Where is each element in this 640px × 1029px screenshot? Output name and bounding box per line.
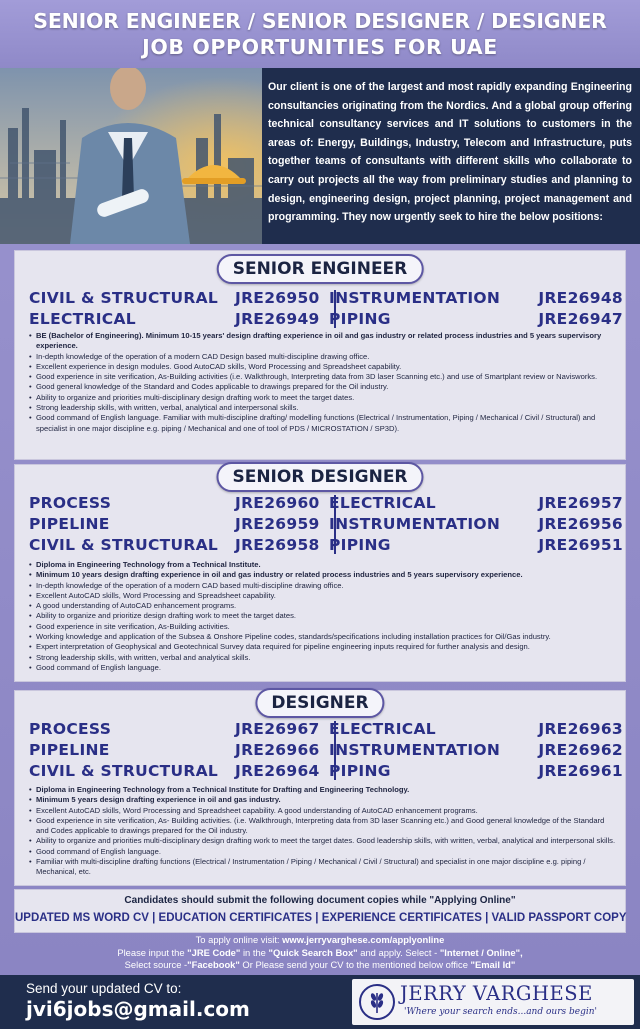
designer-panel	[14, 690, 626, 886]
senior-engineer-panel	[14, 250, 626, 460]
requirement-item: • Good command of English language. Familiar with multi-discipline drafting/ modelling functions (Electrical / Instrumentation, Piping / Mechanical / Civil / Structural) and specialist in one major discipline e.g. piping / Mechanical and one of tool of PDS / MICROSTATION / SP3D).	[29, 413, 619, 434]
job-title: ELECTRICAL	[329, 720, 436, 738]
candidates-instruction: Candidates should submit the following document copies while "Applying Online"	[124, 895, 516, 906]
requirement-item: • Familiar with multi-discipline drafting functions (Electrical / Instrumentation / Piping / Mechanical / Civil / Structural) and specialist in one major discipline e.g. piping / Mechanical, etc.	[29, 857, 619, 878]
contact-email-link[interactable]: jvi6jobs@gmail.com	[26, 997, 250, 1021]
intro-paragraph: Our client is one of the largest and most rapidly expanding Engineering consultancies originating from the Nordics. And a global group offering technical consultancy services and IT solutions to customers in the areas of: Energy, Buildings, Industry, Telecom and Infrastructure, puts together teams of consultants with different skills who collaborate to carry out projects all the way from preliminary studies and planning to design, engineering design, project planning, project management and programming. They now urgently seek to hire the below positions:	[268, 81, 632, 224]
job-code: JRE26947	[538, 310, 623, 328]
requirement-item: • Minimum 5 years design drafting experience in oil and gas industry.	[29, 795, 619, 805]
job-code: JRE26959	[235, 515, 320, 533]
senior-engineer-requirements	[29, 331, 619, 434]
job-code: JRE26962	[538, 741, 623, 759]
requirement-item: • Excellent AutoCAD skills, Word Processing and Spreadsheet capability.	[29, 591, 619, 601]
instruction-text: Or Please send your CV to the mentioned below office	[239, 959, 471, 970]
job-row	[29, 740, 623, 761]
instruction-text: and apply. Select -	[357, 946, 440, 958]
job-code: JRE26957	[538, 494, 623, 512]
job-row	[29, 493, 623, 514]
instruction-emphasis: "Email Id"	[470, 959, 516, 970]
requirement-item: • In-depth knowledge of the operation of a modern CAD Design based multi-discipline drawing office.	[29, 352, 619, 362]
send-cv-label: Send your updated CV to:	[26, 981, 182, 996]
job-code: JRE26950	[235, 289, 320, 307]
job-title: PIPELINE	[29, 741, 110, 759]
senior-designer-title: SENIOR DESIGNER	[216, 462, 423, 492]
senior-designer-panel	[14, 464, 626, 682]
instruction-emphasis: "JRE Code"	[187, 946, 241, 958]
requirement-item: • Ability to organize and priorities multi-disciplinary design drafting work to meet the target dates. Good leadership skills, with written, verbal, analytical and interpersonal skills.	[29, 836, 619, 846]
instruction-emphasis: "Internet / Online",	[439, 946, 523, 958]
requirement-item: • Good command of English language.	[29, 663, 619, 673]
job-title: ELECTRICAL	[329, 494, 436, 512]
instruction-line	[0, 947, 640, 960]
job-title: CIVIL & STRUCTURAL	[29, 536, 219, 554]
instruction-line	[0, 959, 640, 972]
instruction-emphasis: "Facebook"	[187, 959, 240, 970]
job-title: PIPELINE	[29, 515, 110, 533]
apply-url-link[interactable]: www.jerryvarghese.com/applyonline	[282, 934, 445, 945]
job-title: INSTRUMENTATION	[329, 289, 501, 307]
requirement-item: • In-depth knowledge of the operation of a modern CAD based multi-discipline drawing office.	[29, 581, 619, 591]
apply-online-instructions	[0, 934, 640, 972]
job-code: JRE26948	[538, 289, 623, 307]
job-row	[29, 535, 623, 556]
job-title: ELECTRICAL	[29, 310, 136, 328]
job-row	[29, 288, 623, 309]
job-code: JRE26958	[235, 536, 320, 554]
instruction-text: in the	[240, 946, 269, 958]
requirement-item: • Good experience in site verification, As-Building activities (i.e. Walkthrough, Interpreting data from 3D laser Scanning etc.) and use of Smartplant review or Navisworks.	[29, 372, 619, 382]
requirement-item: • Good experience in site verification, As-Building activities.	[29, 622, 619, 632]
requirement-item: • Diploma in Engineering Technology from a Technical Institute for Drafting and Engineering Technology.	[29, 785, 619, 795]
requirement-item: • BE (Bachelor of Engineering). Minimum 10-15 years' design drafting experience in oil and gas industry or related process industries and 5 years supervisory experience.	[29, 331, 619, 352]
job-title: PROCESS	[29, 494, 112, 512]
senior-designer-requirements	[29, 560, 619, 673]
poster-footer	[0, 975, 640, 1029]
job-code: JRE26956	[538, 515, 623, 533]
senior-engineer-title: SENIOR ENGINEER	[217, 254, 424, 284]
job-title: PROCESS	[29, 720, 112, 738]
visit-label: To apply online visit:	[195, 934, 283, 945]
senior-engineer-jobs	[29, 288, 623, 330]
job-title: CIVIL & STRUCTURAL	[29, 762, 219, 780]
requirement-item: • Good command of English language.	[29, 847, 619, 857]
logo-company-name: JERRY VARGHESE	[400, 982, 593, 1005]
job-code: JRE26963	[538, 720, 623, 738]
instruction-emphasis: "Quick Search Box"	[268, 946, 358, 958]
job-code: JRE26964	[235, 762, 320, 780]
requirement-item: • Excellent experience in design modules. Good AutoCAD skills, Word Processing and Spreadsheet capability.	[29, 362, 619, 372]
instruction-text: Select source -	[124, 959, 188, 970]
job-title: INSTRUMENTATION	[329, 741, 501, 759]
job-code: JRE26961	[538, 762, 623, 780]
job-title: INSTRUMENTATION	[329, 515, 501, 533]
job-code: JRE26951	[538, 536, 623, 554]
requirement-item: • Diploma in Engineering Technology from a Technical Institute.	[29, 560, 619, 570]
instruction-text: Please input the	[117, 946, 188, 958]
requirement-item: • Good general knowledge of the Standard and Codes applicable to drawings prepared for the Oil industry.	[29, 382, 619, 392]
job-row	[29, 761, 623, 782]
job-row	[29, 309, 623, 330]
header-subtitle: JOB OPPORTUNITIES FOR UAE	[142, 35, 498, 59]
requirement-item: • Ability to organize and priorities multi-disciplinary design drafting work to meet the target dates.	[29, 393, 619, 403]
application-documents-box	[14, 889, 626, 933]
requirement-item: • Strong leadership skills, with written, verbal, analytical and interpersonal skills.	[29, 403, 619, 413]
requirement-item: • Strong leadership skills, with written, verbal and analytical skills.	[29, 653, 619, 663]
requirement-item: • Working knowledge and application of the Subsea & Onshore Pipeline codes, standards/specifications including installation practices for Oil/Gas industry.	[29, 632, 619, 642]
logo-tagline: 'Where your search ends...and ours begin'	[404, 1007, 597, 1017]
designer-title: DESIGNER	[255, 688, 384, 718]
job-title: PIPING	[329, 310, 391, 328]
designer-requirements	[29, 785, 619, 878]
designer-jobs	[29, 719, 623, 782]
requirement-item: • Good experience in site verification, As- Building activities. (i.e. Walkthrough, Interpreting data from 3D laser Scanning etc.) and Good general knowledge of the Standard and Codes applicable to drawings prepared for the Oil industry.	[29, 816, 619, 837]
senior-designer-jobs	[29, 493, 623, 556]
job-title: CIVIL & STRUCTURAL	[29, 289, 219, 307]
engineer-refinery-illustration	[0, 68, 262, 244]
job-code: JRE26967	[235, 720, 320, 738]
requirement-item: • Expert interpretation of Geophysical and Geotechnical Survey data required for pipeline engineering inputs required for further analysis and design.	[29, 642, 619, 652]
job-row	[29, 514, 623, 535]
job-code: JRE26966	[235, 741, 320, 759]
job-code: JRE26949	[235, 310, 320, 328]
header-title: SENIOR ENGINEER / SENIOR DESIGNER / DESIGNER	[33, 9, 607, 33]
hero-illustration	[0, 68, 262, 244]
job-code: JRE26960	[235, 494, 320, 512]
required-documents: UPDATED MS WORD CV | EDUCATION CERTIFICATES | EXPERIENCE CERTIFICATES | VALID PASSPORT COPY	[15, 912, 627, 924]
instruction-line	[0, 934, 640, 947]
job-title: PIPING	[329, 536, 391, 554]
job-title: PIPING	[329, 762, 391, 780]
job-row	[29, 719, 623, 740]
requirement-item: • Excellent AutoCAD skills, Word Processing and Spreadsheet capability. A good understanding of AutoCAD enhancement programs.	[29, 806, 619, 816]
poster-header	[0, 0, 640, 68]
wheat-emblem-icon	[358, 983, 396, 1021]
company-logo	[352, 979, 634, 1025]
requirement-item: • A good understanding of AutoCAD enhancement programs.	[29, 601, 619, 611]
requirement-item: • Ability to organize and prioritize design drafting work to meet the target dates.	[29, 611, 619, 621]
intro-band	[0, 68, 640, 244]
requirement-item: • Minimum 10 years design drafting experience in oil and gas industry or related process industries and 5 years supervisory experience.	[29, 570, 619, 580]
